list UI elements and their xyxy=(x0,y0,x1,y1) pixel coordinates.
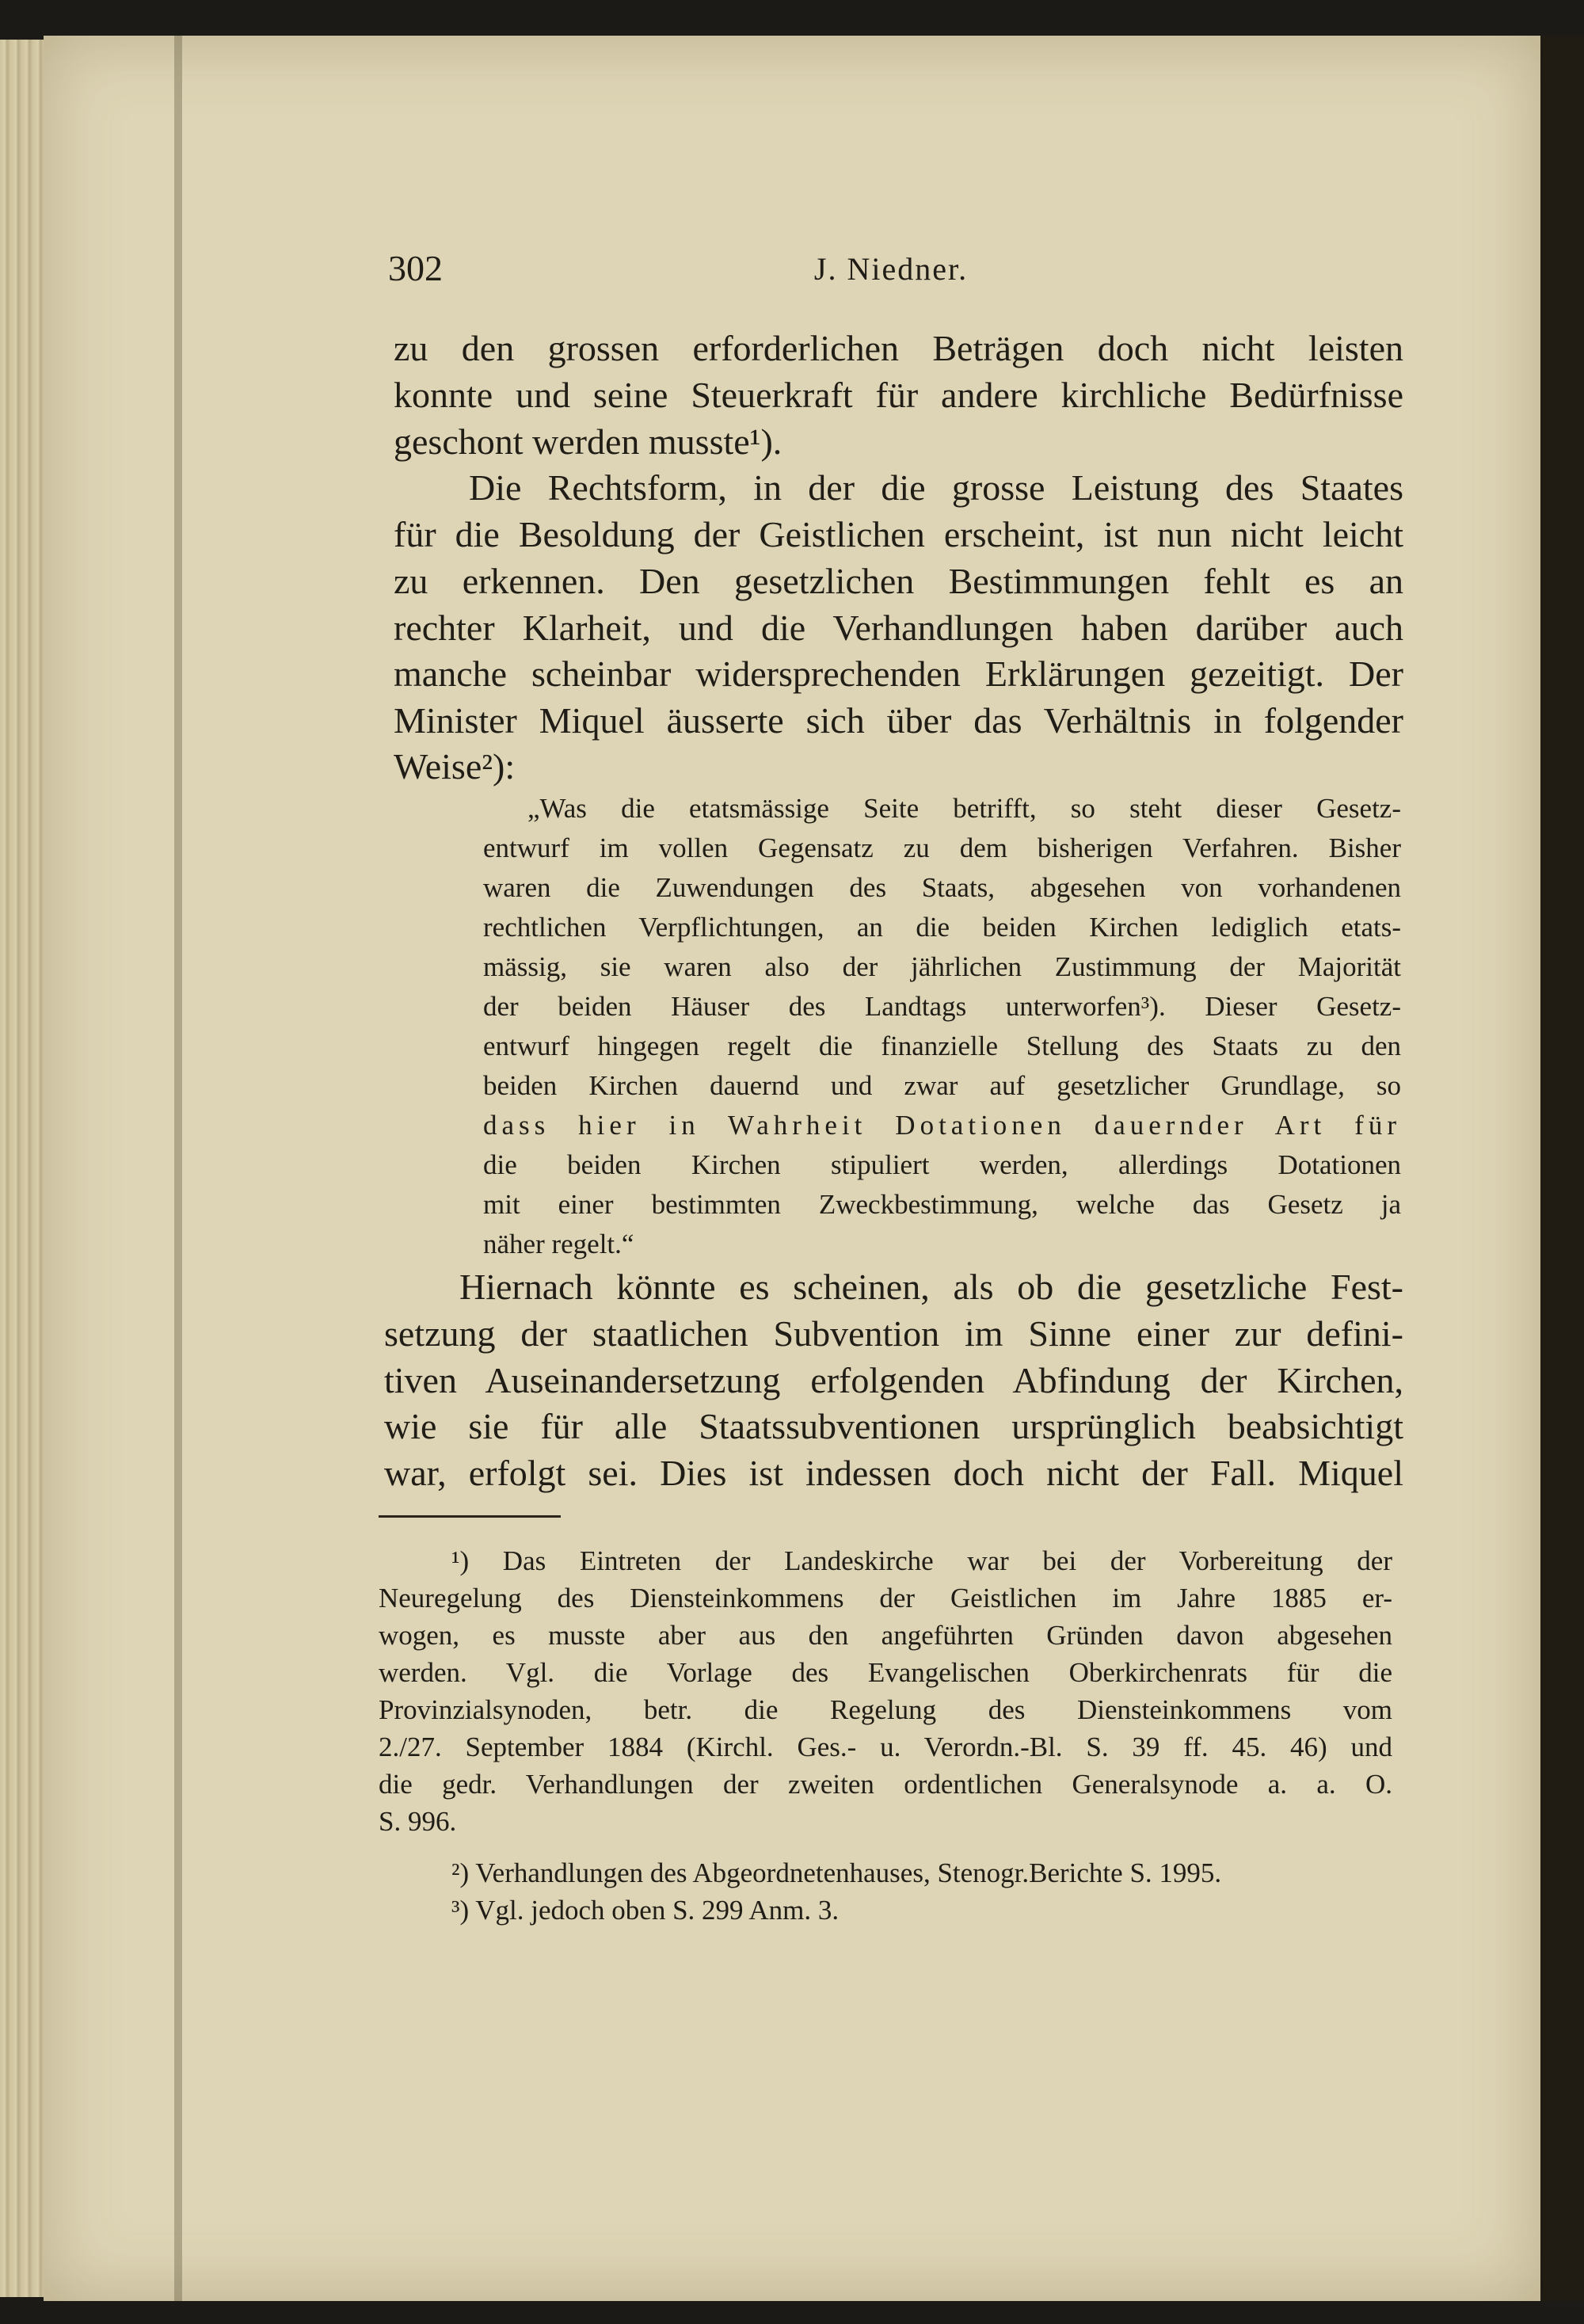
body-line: konnte und seine Steuerkraft für andere kirchliche Bedürfnisse xyxy=(394,375,1403,415)
footnote-line: S. 996. xyxy=(379,1806,457,1837)
quote-line: der beiden Häuser des Landtags unterworfen³). Dieser Gesetz- xyxy=(483,991,1401,1022)
quote-line: waren die Zuwendungen des Staats, abgesehen von vorhandenen xyxy=(483,872,1401,903)
body-line: war, erfolgt sei. Dies ist indessen doch nicht der Fall. Miquel xyxy=(384,1453,1403,1493)
quote-line: mässig, sie waren also der jährlichen Zustimmung der Majorität xyxy=(483,951,1401,982)
quote-line: entwurf hingegen regelt die finanzielle Stellung des Staats zu den xyxy=(483,1031,1401,1061)
footnote-line: werden. Vgl. die Vorlage des Evangelischen Oberkirchenrats für die xyxy=(379,1657,1392,1688)
body-line: zu erkennen. Den gesetzlichen Bestimmungen fehlt es an xyxy=(394,561,1403,601)
footnote-line: wogen, es musste aber aus den angeführten Gründen davon abgesehen xyxy=(379,1620,1392,1651)
quote-line: „Was die etatsmässige Seite betrifft, so steht dieser Gesetz- xyxy=(527,793,1401,824)
quote-line: beiden Kirchen dauernd und zwar auf gesetzlicher Grundlage, so xyxy=(483,1070,1401,1101)
body-line: geschont werden musste¹). xyxy=(394,421,782,462)
body-line: zu den grossen erforderlichen Beträgen doch nicht leisten xyxy=(394,328,1403,368)
body-line: rechter Klarheit, und die Verhandlungen haben darüber auch xyxy=(394,608,1403,648)
footnote-line: 2./27. September 1884 (Kirchl. Ges.- u. Verordn.-Bl. S. 39 ff. 45. 46) und xyxy=(379,1732,1392,1762)
footnote-line: die gedr. Verhandlungen der zweiten ordentlichen Generalsynode a. a. O. xyxy=(379,1769,1392,1800)
body-line: setzung der staatlichen Subvention im Sinne einer zur defini- xyxy=(384,1313,1403,1354)
body-line: tiven Auseinandersetzung erfolgenden Abfindung der Kirchen, xyxy=(384,1360,1403,1400)
book-cover-edge xyxy=(1540,36,1584,2301)
quote-line: dass hier in Wahrheit Dotationen dauernder Art für xyxy=(483,1110,1401,1141)
body-line: Die Rechtsform, in der die grosse Leistung des Staates xyxy=(469,467,1403,508)
quote-line: mit einer bestimmten Zweckbestimmung, welche das Gesetz ja xyxy=(483,1189,1401,1220)
body-line: manche scheinbar widersprechenden Erklärungen gezeitigt. Der xyxy=(394,653,1403,694)
footnote-line: Neuregelung des Diensteinkommens der Geistlichen im Jahre 1885 er- xyxy=(379,1583,1392,1613)
quote-line: näher regelt.“ xyxy=(483,1229,634,1259)
quote-line: entwurf im vollen Gegensatz zu dem bisherigen Verfahren. Bisher xyxy=(483,832,1401,863)
footnote-line: ³) Vgl. jedoch oben S. 299 Anm. 3. xyxy=(451,1895,840,1926)
body-line: Minister Miquel äusserte sich über das Verhältnis in folgender xyxy=(394,700,1403,741)
page-number: 302 xyxy=(388,248,443,288)
footnote-rule xyxy=(379,1515,561,1518)
body-line: Hiernach könnte es scheinen, als ob die gesetzliche Fest- xyxy=(459,1267,1403,1307)
body-line: wie sie für alle Staatssubventionen ursprünglich beabsichtigt xyxy=(384,1406,1403,1446)
footnote-line: ¹) Das Eintreten der Landeskirche war bei der Vorbereitung der xyxy=(451,1545,1392,1576)
running-head: J. Niedner. xyxy=(813,251,969,287)
quote-line: rechtlichen Verpflichtungen, an die beiden Kirchen lediglich etats- xyxy=(483,912,1401,943)
body-line: für die Besoldung der Geistlichen erscheint, ist nun nicht leicht xyxy=(394,514,1403,554)
body-line: Weise²): xyxy=(394,746,516,787)
quote-line: die beiden Kirchen stipuliert werden, allerdings Dotationen xyxy=(483,1149,1401,1180)
footnote-line: ²) Verhandlungen des Abgeordnetenhauses, Stenogr.Berichte S. 1995. xyxy=(451,1857,1222,1888)
footnote-line: Provinzialsynoden, betr. die Regelung des Diensteinkommens vom xyxy=(379,1694,1392,1725)
page-header xyxy=(388,247,1394,295)
page-fold-shadow xyxy=(174,36,182,2301)
